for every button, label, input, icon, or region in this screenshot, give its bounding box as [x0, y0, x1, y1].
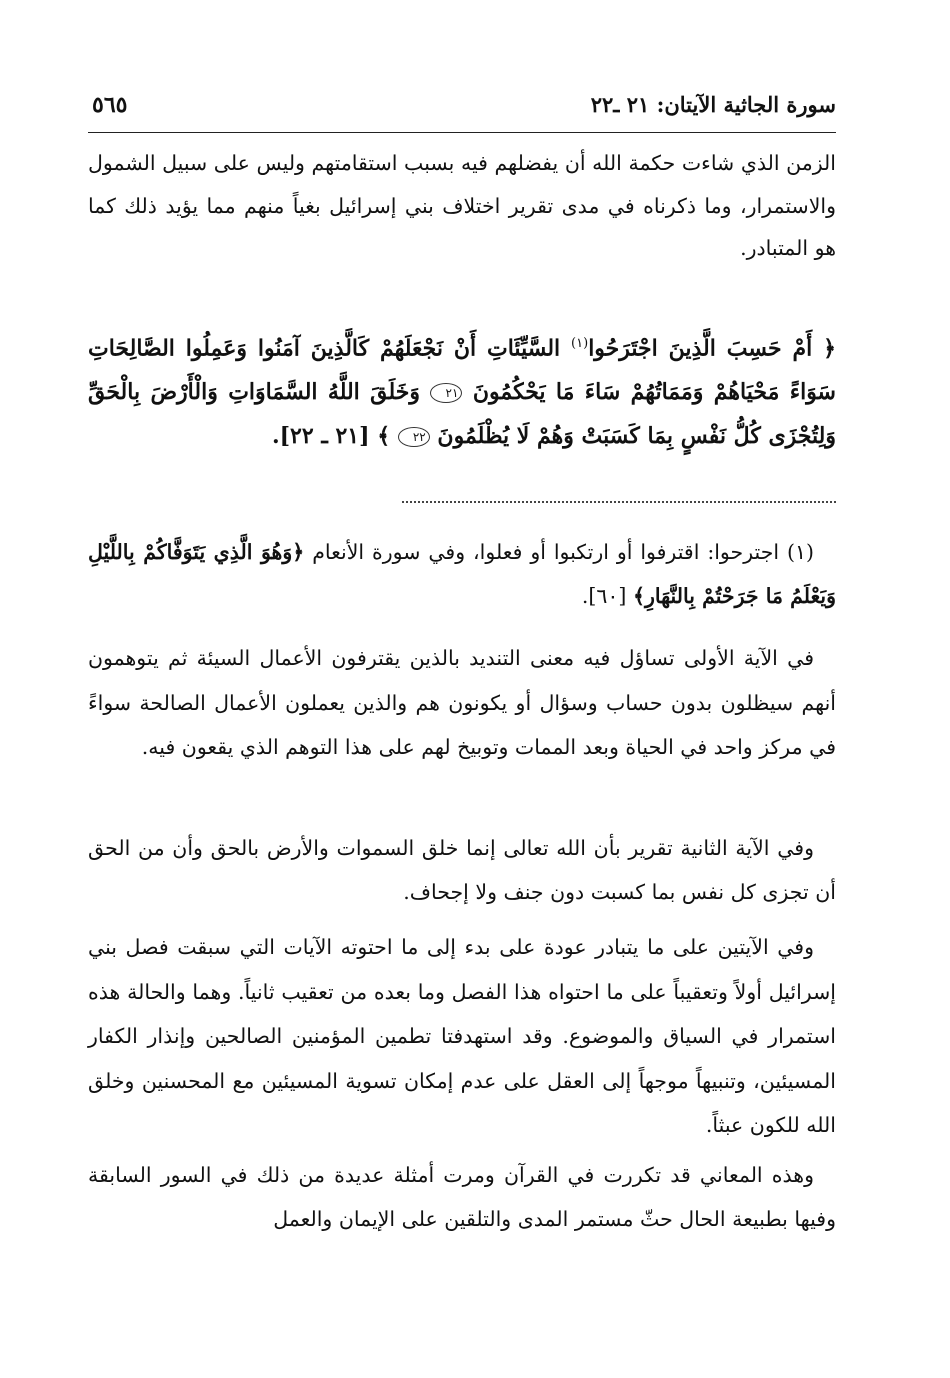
page-header: [88, 88, 836, 132]
page-number: ٥٦٥: [92, 92, 128, 118]
paragraph: [88, 826, 836, 914]
verse-text-part2: السَّيِّئَاتِ أَنْ نَجْعَلَهُمْ كَالَّذِينَ آمَنُوا وَعَمِلُوا الصَّالِحَاتِ سَوَاءً مَحْيَاهُمْ وَمَمَاتُهُمْ سَاءَ مَا يَحْكُمُونَ: [88, 335, 836, 406]
paragraph: [88, 636, 836, 770]
verse-text-part1: أَمْ حَسِبَ الَّذِينَ اجْتَرَحُوا: [588, 335, 813, 362]
paragraph: [88, 1153, 836, 1241]
verse-open-bracket: ﴿: [823, 335, 836, 362]
paragraph-text: وهذه المعاني قد تكررت في القرآن ومرت أمثلة عديدة من ذلك في السور السابقة وفيها بطبيعة الحال حثّ مستمر المدى والتلقين على الإيمان والعمل: [88, 1163, 836, 1231]
intro-paragraph: الزمن الذي شاءت حكمة الله أن يفضلهم فيه بسبب استقامتهم وليس على سبيل الشمول والاستمرار، وما ذكرناه في مدى تقرير اختلاف بني إسرائيل بغياً منهم مما يؤيد ذلك كما هو المتبادر.: [88, 151, 836, 260]
footnote-reference: [٦٠].: [581, 584, 627, 608]
running-title: سورة الجاثية الآيتان: ٢١ ـ٢٢: [590, 92, 836, 117]
paragraph-text: وفي الآيتين على ما يتبادر عودة على بدء إلى ما احتوته الآيات التي سبقت فصل بني إسرائيل أولاً وتعقيباً على ما احتواه هذا الفصل وما بعده من تعقيب ثانياً. وهما والحالة هذه استمرار في السياق والموضوع. وقد استهدفتا تطمين المؤمنين الصالحين وإنذار الكفار المسيئين، وتنبيهاً موجهاً إلى العقل على عدم إمكان تسوية المسيئين مع المحسنين وخلق الله للكون عبثاً.: [88, 935, 836, 1137]
verse-text-part3: وَخَلَقَ اللَّهُ السَّمَاوَاتِ وَالْأَرْضَ بِالْحَقِّ وَلِتُجْزَى كُلُّ نَفْسٍ بِمَا كَسَبَتْ وَهُمْ لَا يُظْلَمُونَ: [88, 379, 836, 450]
footnote: [88, 530, 836, 618]
footnote-divider: [402, 501, 836, 503]
paragraph-text: وفي الآية الثانية تقرير بأن الله تعالى إنما خلق السموات والأرض بالحق وأن من الحق أن تجزى كل نفس بما كسبت دون جنف ولا إجحاف.: [88, 836, 836, 904]
ayah-number-22: ٢٢: [398, 427, 430, 447]
paragraph-text: في الآية الأولى تساؤل فيه معنى التنديد بالذين يقترفون الأعمال السيئة ثم يتوهمون أنهم سيظلون بدون حساب وسؤال أو يكونون هم والذين يعملون الأعمال الصالحة سواءً في مركز واحد في الحياة وبعد الممات وتوبيخ لهم على هذا التوهم الذي يقعون فيه.: [88, 646, 836, 759]
verse-close-bracket: ﴾: [377, 423, 391, 450]
paragraph: [88, 925, 836, 1148]
quran-verse: [88, 322, 836, 458]
footnote-ref: (١): [571, 336, 589, 351]
ayah-number-21: ٢١: [430, 383, 462, 403]
verse-reference: [٢١ ـ ٢٢].: [271, 423, 370, 450]
footnote-quran-quote: ﴿وَهُوَ الَّذِي يَتَوَفَّاكُمْ بِاللَّيْلِ وَيَعْلَمُ مَا جَرَحْتُمْ بِالنَّهَارِ﴾: [88, 540, 836, 608]
footnote-text: (١) اجترحوا: اقترفوا أو ارتكبوا أو فعلوا، وفي سورة الأنعام: [312, 540, 814, 564]
header-rule: [88, 132, 836, 133]
